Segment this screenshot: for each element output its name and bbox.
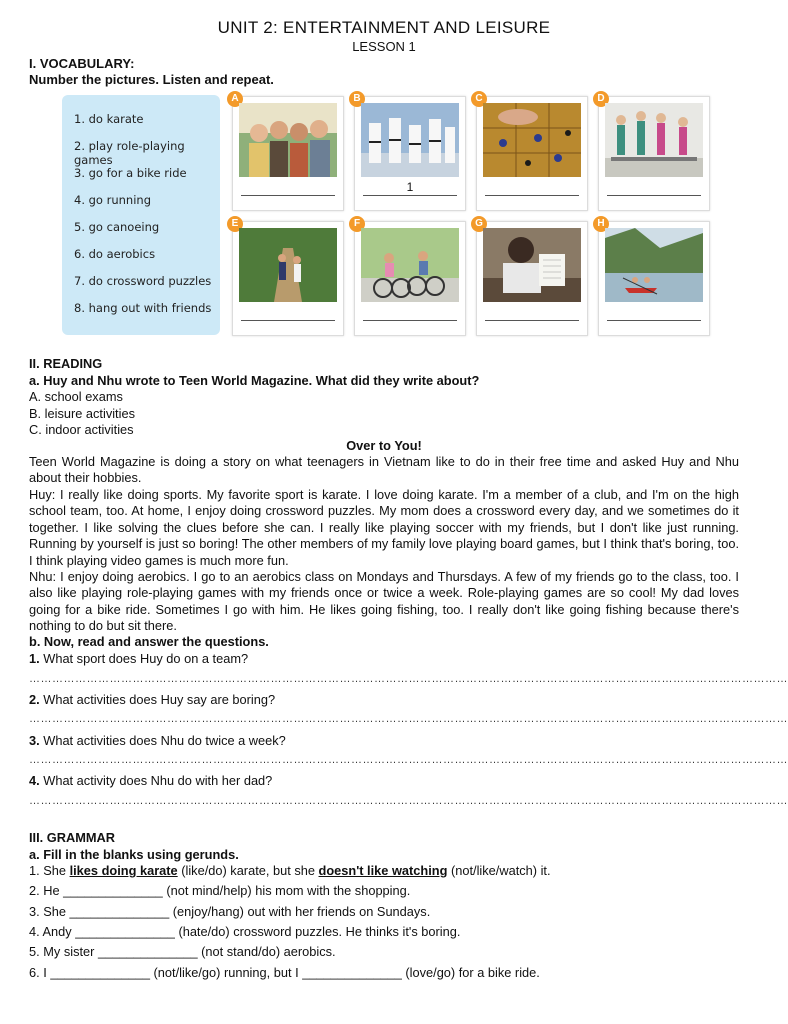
answer-line-1[interactable]: ……………………………………………………………………………………………………………………………………………………………………………… [29, 673, 788, 685]
article-intro: Teen World Magazine is doing a story on what teenagers in Vietnam like to do in their free time and asked Huy and Nhu about their hobbies. [29, 454, 739, 486]
answer-line [241, 320, 335, 321]
grammar-heading: III. GRAMMAR [29, 830, 116, 845]
grammar-item-2[interactable]: 2. He ______________ (not mind/help) his mom with the shopping. [29, 883, 411, 898]
picture-letter: A [227, 91, 243, 107]
picture-card-c [475, 93, 588, 211]
vocabulary-list [62, 95, 220, 335]
picture-card-h [597, 218, 710, 336]
picture-letter: G [471, 216, 487, 232]
answer-line [241, 195, 335, 196]
picture-letter: C [471, 91, 487, 107]
board-game-photo [483, 103, 581, 177]
vocab-item: 3. go for a bike ride [74, 166, 187, 180]
article-huy: Huy: I really like doing sports. My favorite sport is karate. I love doing karate. I'm a member of a club, and I'm on the high school team, too. At home, I enjoy doing crossword puzzles. My mom does a crossword every day, and we sometimes do it together. I like solving the clues before she can. I really like playing soccer with my friends, but I don't like just running. Running by yourself is just so boring! The other members of my family love playing board games, but I think that's boring, too. I think playing video games is much more fun. [29, 487, 739, 568]
answer-line-4[interactable]: ……………………………………………………………………………………………………………………………………………………………………………… [29, 795, 788, 807]
vocabulary-instruction: Number the pictures. Listen and repeat. [29, 72, 274, 87]
grammar-instruction: a. Fill in the blanks using gerunds. [29, 847, 239, 862]
answer-line-3[interactable]: ……………………………………………………………………………………………………………………………………………………………………………… [29, 754, 788, 766]
bike-ride-photo [361, 228, 459, 302]
karate-photo [361, 103, 459, 177]
question-4: 4. What activity does Nhu do with her dad? [29, 773, 273, 788]
lesson-label: LESSON 1 [352, 39, 416, 54]
vocab-item: 1. do karate [74, 112, 144, 126]
picture-letter: B [349, 91, 365, 107]
answer-line [363, 195, 457, 196]
answer-line [485, 195, 579, 196]
vocab-item: 6. do aerobics [74, 247, 156, 261]
grammar-item-4[interactable]: 4. Andy ______________ (hate/do) crossword puzzles. He thinks it's boring. [29, 924, 461, 939]
crossword-photo [483, 228, 581, 302]
answer-line [607, 320, 701, 321]
picture-answer[interactable]: 1 [406, 180, 414, 194]
reading-heading: II. READING [29, 356, 103, 371]
picture-card-b [353, 93, 466, 211]
answer-line [485, 320, 579, 321]
friends-photo [239, 103, 337, 177]
picture-letter: E [227, 216, 243, 232]
vocabulary-heading: I. VOCABULARY: [29, 56, 135, 71]
unit-title: UNIT 2: ENTERTAINMENT AND LEISURE [217, 18, 551, 37]
canoeing-photo [605, 228, 703, 302]
aerobics-photo [605, 103, 703, 177]
article-title: Over to You! [346, 438, 422, 453]
picture-card-d [597, 93, 710, 211]
picture-card-e [231, 218, 344, 336]
question-1: 1. What sport does Huy do on a team? [29, 651, 249, 666]
picture-card-g [475, 218, 588, 336]
vocab-item: 8. hang out with friends [74, 301, 212, 315]
picture-letter: F [349, 216, 365, 232]
vocab-item: 4. go running [74, 193, 151, 207]
grammar-item-5[interactable]: 5. My sister ______________ (not stand/do) aerobics. [29, 944, 336, 959]
picture-letter: D [593, 91, 609, 107]
option-c[interactable]: C. indoor activities [29, 422, 134, 437]
grammar-example: 1. She likes doing karate (like/do) karate, but she doesn't like watching (not/like/watch) it. [29, 863, 551, 878]
answer-line-2[interactable]: ……………………………………………………………………………………………………………………………………………………………………………… [29, 713, 788, 725]
reading-question-b: b. Now, read and answer the questions. [29, 634, 269, 649]
grammar-item-3[interactable]: 3. She ______________ (enjoy/hang) out with her friends on Sundays. [29, 904, 431, 919]
grammar-item-6[interactable]: 6. I ______________ (not/like/go) running, but I ______________ (love/go) for a bike ride. [29, 965, 540, 980]
vocab-item: 2. play role-playing games [74, 139, 185, 167]
picture-card-a [231, 93, 344, 211]
question-3: 3. What activities does Nhu do twice a week? [29, 733, 286, 748]
reading-question-a: a. Huy and Nhu wrote to Teen World Magazine. What did they write about? [29, 373, 480, 388]
article-nhu: Nhu: I enjoy doing aerobics. I go to an aerobics class on Mondays and Thursdays. A few of my friends go to the class, too. I also like playing role-playing games with my friends once or twice a week. Role-playing games are so cool! My dad loves going for a bike ride. Sometimes I go with him. He likes going fishing, too. I really don't like going fishing because there's nothing to do but sit there. [29, 569, 739, 634]
answer-line [607, 195, 701, 196]
question-2: 2. What activities does Huy say are boring? [29, 692, 276, 707]
running-photo [239, 228, 337, 302]
vocab-item: 7. do crossword puzzles [74, 274, 212, 288]
picture-letter: H [593, 216, 609, 232]
answer-line [363, 320, 457, 321]
option-a[interactable]: A. school exams [29, 389, 123, 404]
picture-card-f [353, 218, 466, 336]
option-b[interactable]: B. leisure activities [29, 406, 135, 421]
vocab-item: 5. go canoeing [74, 220, 160, 234]
